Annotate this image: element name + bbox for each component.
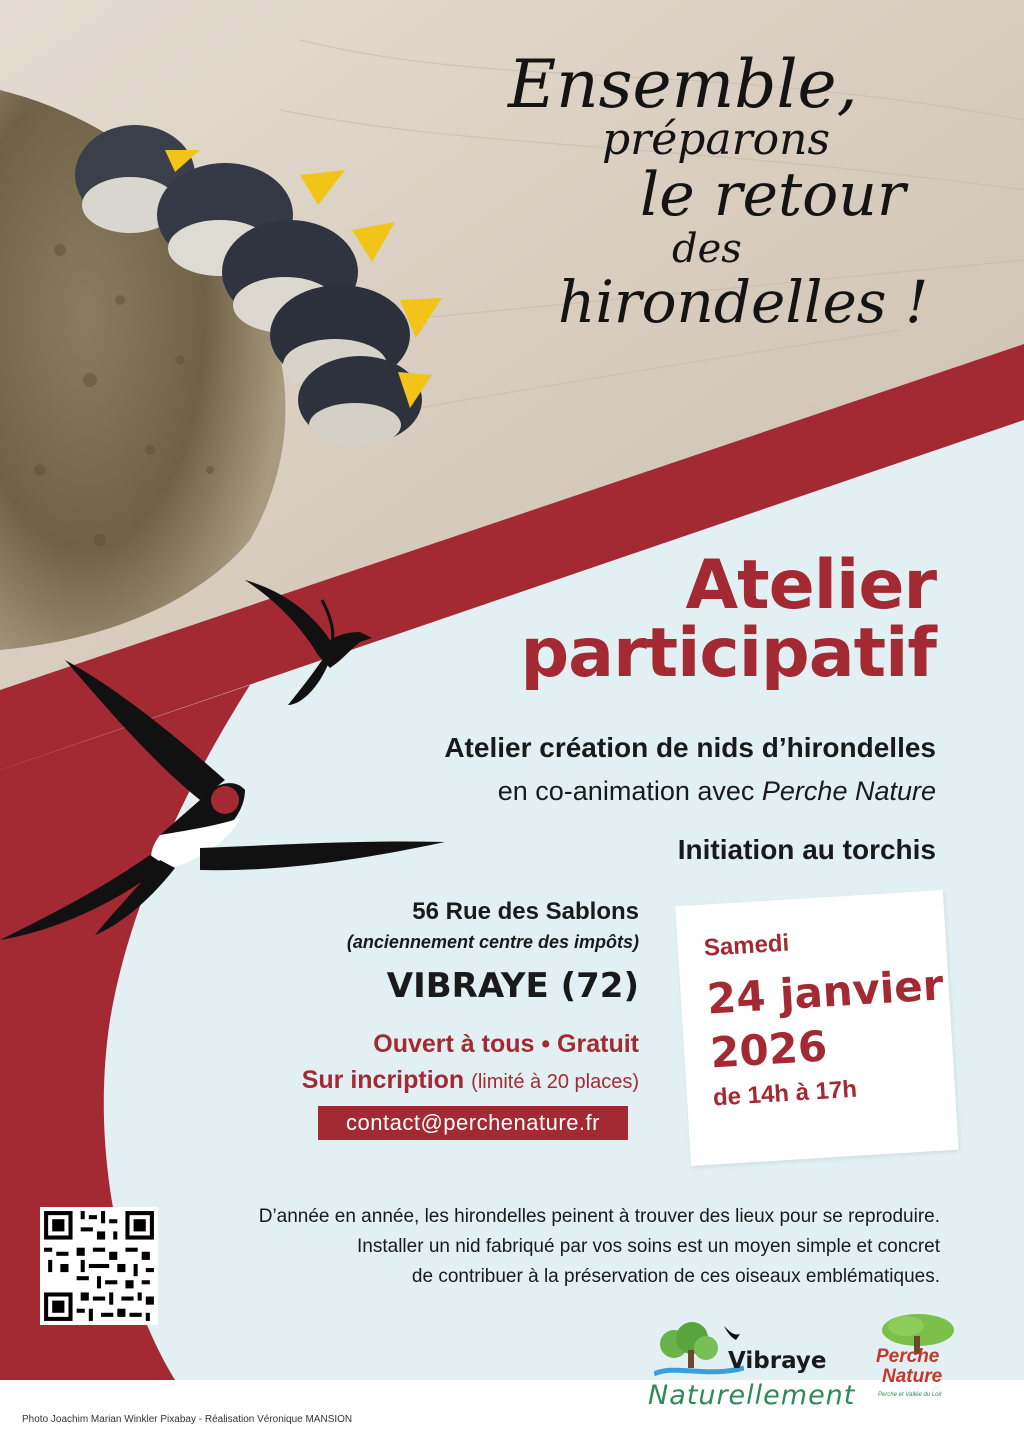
access-registration-line	[302, 1066, 639, 1095]
contact-email[interactable]: contact@perchenature.fr	[318, 1106, 628, 1140]
perche-nature-logo	[870, 1312, 966, 1428]
vibraye-logo-line-2: Naturellement	[648, 1380, 856, 1411]
headline-line-2: préparons	[602, 114, 831, 165]
headline-line-4: des	[672, 226, 742, 272]
qr-code[interactable]	[40, 1207, 158, 1325]
co-animation-prefix: en co-animation avec	[497, 776, 762, 806]
perche-logo-tagline: Perche et Vallée du Loir	[878, 1392, 942, 1398]
headline-line-3: le retour	[640, 160, 906, 230]
access-registration: Sur incription	[301, 1066, 465, 1094]
description-line-1: D’année en année, les hirondelles peinent à trouver des lieux pour se reproduire.	[258, 1206, 940, 1227]
photo-credit: Photo Joachim Marian Winkler Pixabay - Réalisation Véronique MANSION	[22, 1414, 353, 1425]
description-line-3: de contribuer à la préservation de ces oiseaux emblématiques.	[411, 1266, 940, 1287]
date-day: Samedi	[703, 929, 790, 962]
title-line-2: participatif	[520, 614, 936, 693]
vibraye-logo-line-1: Vibraye	[728, 1348, 827, 1374]
access-limit: (limité à 20 places)	[471, 1071, 639, 1093]
title-line-1: Atelier	[685, 546, 936, 625]
workshop-description: Atelier création de nids d’hirondelles	[444, 732, 936, 763]
co-animation-line	[498, 776, 936, 807]
address-city: VIBRAYE (72)	[386, 966, 639, 1006]
date-year: 2026	[708, 1021, 829, 1078]
perche-logo-line-2: Nature	[882, 1366, 943, 1387]
address-street: 56 Rue des Sablons	[412, 898, 639, 925]
headline-line-5: hirondelles !	[558, 268, 929, 336]
partner-name: Perche Nature	[761, 776, 936, 806]
initiation-line: Initiation au torchis	[677, 834, 936, 865]
access-open: Ouvert à tous • Gratuit	[373, 1030, 639, 1058]
description-line-2: Installer un nid fabriqué par vos soins est un moyen simple et concret	[357, 1236, 940, 1257]
address-note: (anciennement centre des impôts)	[346, 932, 639, 952]
vibraye-naturellement-logo	[648, 1318, 856, 1428]
date-box	[675, 890, 958, 1166]
headline-line-1: Ensemble,	[508, 46, 858, 123]
date-time: de 14h à 17h	[712, 1075, 858, 1112]
date-date: 24 janvier	[705, 960, 945, 1024]
perche-logo-line-1: Perche	[876, 1346, 940, 1367]
